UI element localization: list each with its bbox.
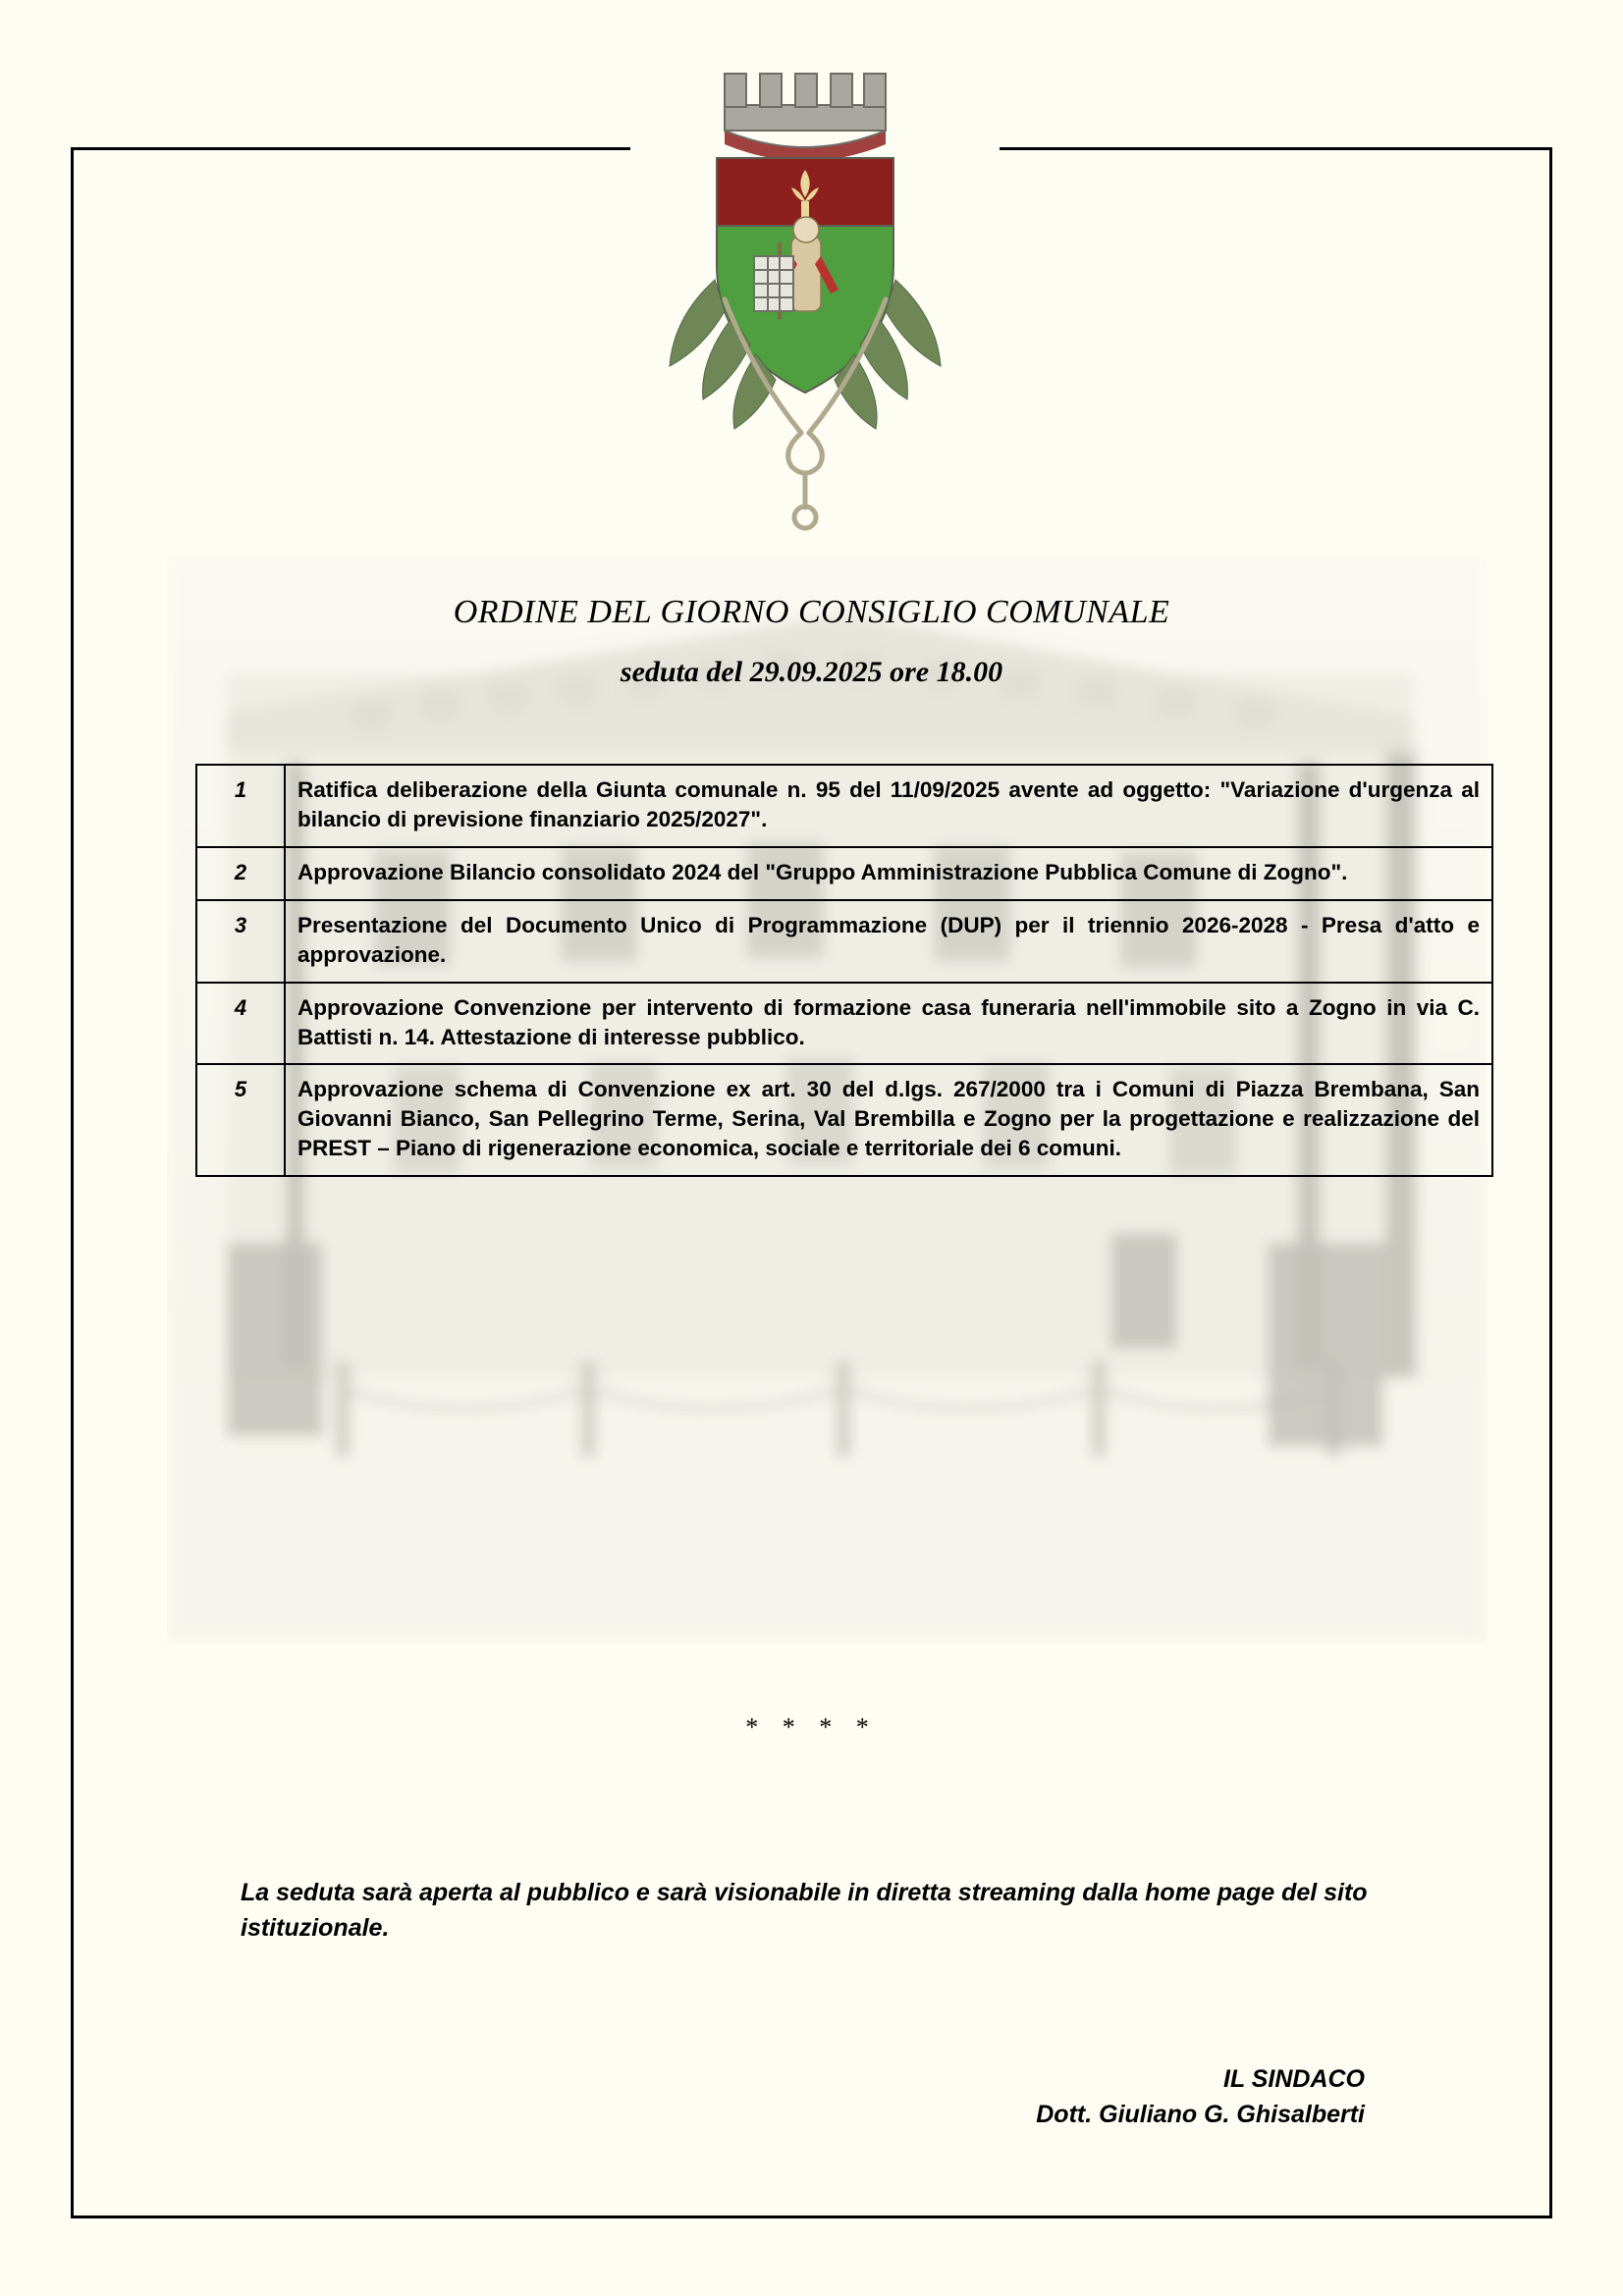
table-row (196, 847, 1492, 900)
table-row (196, 900, 1492, 983)
frame-right-rule (1549, 147, 1552, 2218)
agenda-table (195, 764, 1493, 1177)
agenda-item-number: 4 (196, 983, 285, 1065)
table-row (196, 765, 1492, 847)
coat-of-arms-icon (609, 54, 1001, 550)
signature-name: Dott. Giuliano G. Ghisalberti (1036, 2101, 1365, 2129)
table-row (196, 983, 1492, 1065)
agenda-item-text: Approvazione schema di Convenzione ex art. 30 del d.lgs. 267/2000 tra i Comuni di Piazza Brembana, San Giovanni Bianco, San Pellegrino Terme, Serina, Val Brembilla e Zogno per la progettazione e realizzazione del PREST – Piano di rigenerazione economica, sociale e territoriale dei 6 comuni. (285, 1064, 1492, 1176)
public-session-notice: La seduta sarà aperta al pubblico e sarà visionabile in diretta streaming dalla home page del sito istituzionale. (241, 1879, 1368, 1943)
page-title: ORDINE DEL GIORNO CONSIGLIO COMUNALE (453, 594, 1170, 630)
session-subtitle: seduta del 29.09.2025 ore 18.00 (620, 656, 1003, 688)
agenda-item-number: 2 (196, 847, 285, 900)
signature-block (0, 2061, 1365, 2133)
frame-bottom-rule (71, 2216, 1552, 2218)
frame-top-right-rule (1000, 147, 1552, 150)
agenda-item-text: Ratifica deliberazione della Giunta comunale n. 95 del 11/09/2025 avente ad oggetto: "Variazione d'urgenza al bilancio di previsione finanziario 2025/2027". (285, 765, 1492, 847)
agenda-item-text: Approvazione Convenzione per intervento di formazione casa funeraria nell'immobile sito a Zogno in via C. Battisti n. 14. Attestazione di interesse pubblico. (285, 983, 1492, 1065)
table-row (196, 1064, 1492, 1176)
agenda-item-number: 5 (196, 1064, 285, 1176)
agenda-item-text: Approvazione Bilancio consolidato 2024 del "Gruppo Amministrazione Pubblica Comune di Zogno". (285, 847, 1492, 900)
agenda-item-number: 1 (196, 765, 285, 847)
agenda-item-text: Presentazione del Documento Unico di Programmazione (DUP) per il triennio 2026-2028 - Presa d'atto e approvazione. (285, 900, 1492, 983)
agenda-item-number: 3 (196, 900, 285, 983)
signature-role: IL SINDACO (1223, 2065, 1365, 2093)
frame-left-rule (71, 147, 74, 2218)
separator-asterisks: * * * * (745, 1713, 878, 1741)
frame-top-left-rule (71, 147, 630, 150)
